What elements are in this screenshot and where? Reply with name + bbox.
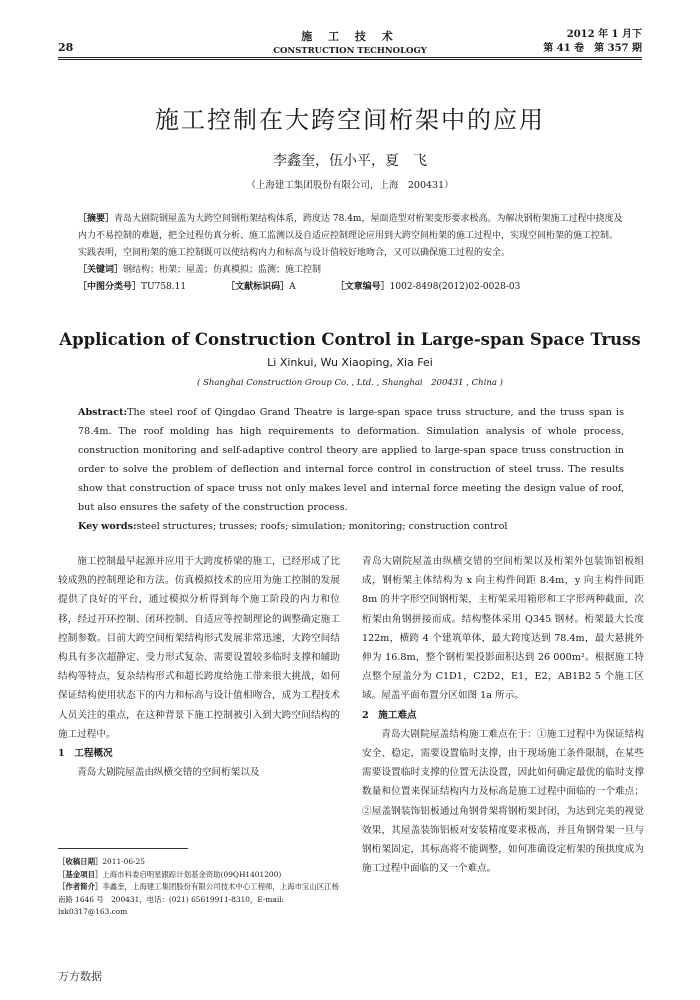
affiliation-en: ( Shanghai Construction Group Co. , Ltd. , Shanghai 200431 , China ) bbox=[197, 378, 503, 388]
author-bio-text: 李鑫奎，上海建工集团股份有限公司技术中心工程师，上海市宝山区江杨南路 1646 号 200431，电话：(021) 65619911-8310，E-mail: lxk0317@163.com bbox=[58, 882, 339, 916]
issue-volume: 第 41 卷 第 357 期 bbox=[543, 43, 642, 54]
abstract-cn bbox=[78, 211, 624, 262]
journal-header bbox=[220, 28, 480, 56]
header-rule-secondary bbox=[58, 59, 642, 60]
keywords-en-label: Key words: bbox=[78, 521, 137, 532]
received-date: 2011-06-25 bbox=[102, 857, 145, 866]
section-2-heading: 2 施工难点 bbox=[362, 709, 417, 721]
section-1-paragraph: 青岛大剧院屋盖由纵横交错的空间桁架以及桁架外包装饰铝板组成，钢桁架主体结构为 x 向主构件间距 8.4m，y 向主构件间距 8m 的井字形空间钢桁架，主桁架采用箱形和工字形两种截面，次桁架由角钢拼接而成。结构整体采用 Q345 钢材。桁架最大长度 122m，横跨 4 个建筑单体，最大跨度达到 78.4m，最大悬挑外伸为 16.8m，整个钢桁架投影面积达到 26 000m²。根据施工特点整个屋盖分为 C1D1，C2D2，E1，E2，AB1B2 5 个施工区域。屋盖平面布置分区如图 1a 所示。 bbox=[362, 556, 644, 702]
footnote-author bbox=[58, 881, 340, 919]
title-cn: 施工控制在大跨空间桁架中的应用 bbox=[155, 106, 545, 134]
keywords-cn bbox=[78, 262, 624, 279]
footnotes bbox=[58, 856, 340, 919]
footnote-received bbox=[58, 856, 340, 869]
abstract-en bbox=[78, 403, 624, 517]
section-1-paragraph-start: 青岛大剧院屋盖由纵横交错的空间桁架以及 bbox=[77, 767, 260, 779]
abstract-en-label: Abstract: bbox=[78, 407, 128, 418]
journal-name-en: CONSTRUCTION TECHNOLOGY bbox=[273, 46, 427, 56]
classification-line bbox=[78, 279, 624, 296]
body-column-right bbox=[362, 552, 644, 878]
author-bio-label: ［作者简介］ bbox=[58, 882, 103, 891]
keywords-cn-text: 钢结构；桁架；屋盖；仿真模拟；监测；施工控制 bbox=[123, 265, 322, 275]
issue-info bbox=[543, 28, 642, 56]
clc-value: TU758.11 bbox=[141, 282, 187, 292]
authors-cn: 李鑫奎，伍小平，夏 飞 bbox=[273, 153, 427, 169]
article-number-label: ［文章编号］ bbox=[335, 282, 390, 292]
abstract-en-text: The steel roof of Qingdao Grand Theatre is large-span space truss structure, and the truss span is 78.4m. The roof molding has high requirements to deformation. Simulation analysis of whole process, construction monitoring and self-adaptive control theory are applied to large-span space truss construction in order to solve the problem of deflection and internal force control in construction of steel truss. The results show that construction of space truss not only makes level and internal force meeting the design value of roof, but also ensures the safety of the construction process. bbox=[78, 407, 624, 513]
affiliation-cn: （上海建工集团股份有限公司，上海 200431） bbox=[246, 180, 454, 191]
footnote-rule bbox=[58, 848, 188, 849]
body-column-left bbox=[58, 552, 340, 782]
abstract-cn-label: ［摘要］ bbox=[78, 214, 115, 224]
doc-code-value: A bbox=[289, 282, 296, 292]
keywords-en bbox=[78, 517, 624, 536]
header-rule bbox=[58, 57, 642, 58]
article-number-value: 1002-8498(2012)02-0028-03 bbox=[389, 282, 521, 292]
received-label: ［收稿日期］ bbox=[58, 857, 103, 866]
section-1-heading: 1 工程概况 bbox=[58, 748, 113, 760]
title-en: Application of Construction Control in Large-span Space Truss bbox=[59, 330, 641, 349]
clc-label: ［中图分类号］ bbox=[78, 282, 142, 292]
keywords-en-text: steel structures; trusses; roofs; simulation; monitoring; construction control bbox=[136, 521, 508, 532]
intro-paragraph: 施工控制最早起源并应用于大跨度桥梁的施工，已经形成了比较成熟的控制理论和方法。仿真模拟技术的应用为施工控制的发展提供了良好的平台，通过模拟分析得到每个施工阶段的内力和位移，经过开环控制、闭环控制、自适应等控制理论的调整确定施工控制参数。目前大跨空间桁架结构形式发展非常迅速，大跨空间结构具有多次超静定、受力形式复杂、需要设置较多临时支撑和辅助结构等特点，复杂结构形式和超长跨度给施工带来很大挑战，如何保证结构使用状态下的内力和标高与设计值相吻合，成为工程技术人员关注的重点，在这种背景下施工控制被引入到大跨空间结构的施工过程中。 bbox=[58, 556, 340, 740]
section-2-paragraph: 青岛大剧院屋盖结构施工难点在于：①施工过程中为保证结构安全、稳定，需要设置临时支撑，由于现场施工条件限制，在某些需要设置临时支撑的位置无法设置，因此如何确定最优的临时支撑数量和位置来保证结构内力及标高是施工过程中面临的一个难点；②屋盖钢装饰铝板通过角钢骨架将钢桁架封闭，为达到完美的视觉效果，其屋盖装饰铝板对安装精度要求极高，并且角钢骨架一旦与钢桁架固定，其标高将不能调整，如何准确设定桁架的预拱度成为施工过程中面临的又一个难点。 bbox=[362, 728, 644, 875]
watermark: 万方数据 bbox=[58, 970, 102, 983]
abstract-en-block bbox=[78, 403, 624, 536]
page-number: 28 bbox=[58, 41, 74, 54]
issue-date: 2012 年 1 月下 bbox=[566, 29, 642, 40]
fund-text: 上海市科委启明星跟踪计划基金资助(09QH1401200) bbox=[102, 869, 282, 879]
fund-label: ［基金项目］ bbox=[58, 869, 103, 879]
doc-code-label: ［文献标识码］ bbox=[226, 282, 290, 292]
footnote-fund bbox=[58, 869, 340, 882]
abstract-cn-text: 青岛大剧院钢屋盖为大跨空间钢桁架结构体系，跨度达 78.4m，屋面造型对桁架变形要求极高。为解决钢桁架施工过程中挠度及内力不易控制的难题，把全过程仿真分析、施工监测以及自适应控制理论应用到大跨空间桁架的施工过程中，实现空间桁架的施工控制。实践表明，空间桁架的施工控制既可以使结构内力和标高与设计值较好地吻合，又可以确保施工过程的安全。 bbox=[78, 214, 623, 258]
abstract-cn-block bbox=[78, 211, 624, 296]
journal-name-cn: 施 工 技 术 bbox=[301, 30, 399, 43]
keywords-cn-label: ［关键词］ bbox=[78, 265, 124, 275]
authors-en: Li Xinkui, Wu Xiaoping, Xia Fei bbox=[267, 356, 433, 369]
